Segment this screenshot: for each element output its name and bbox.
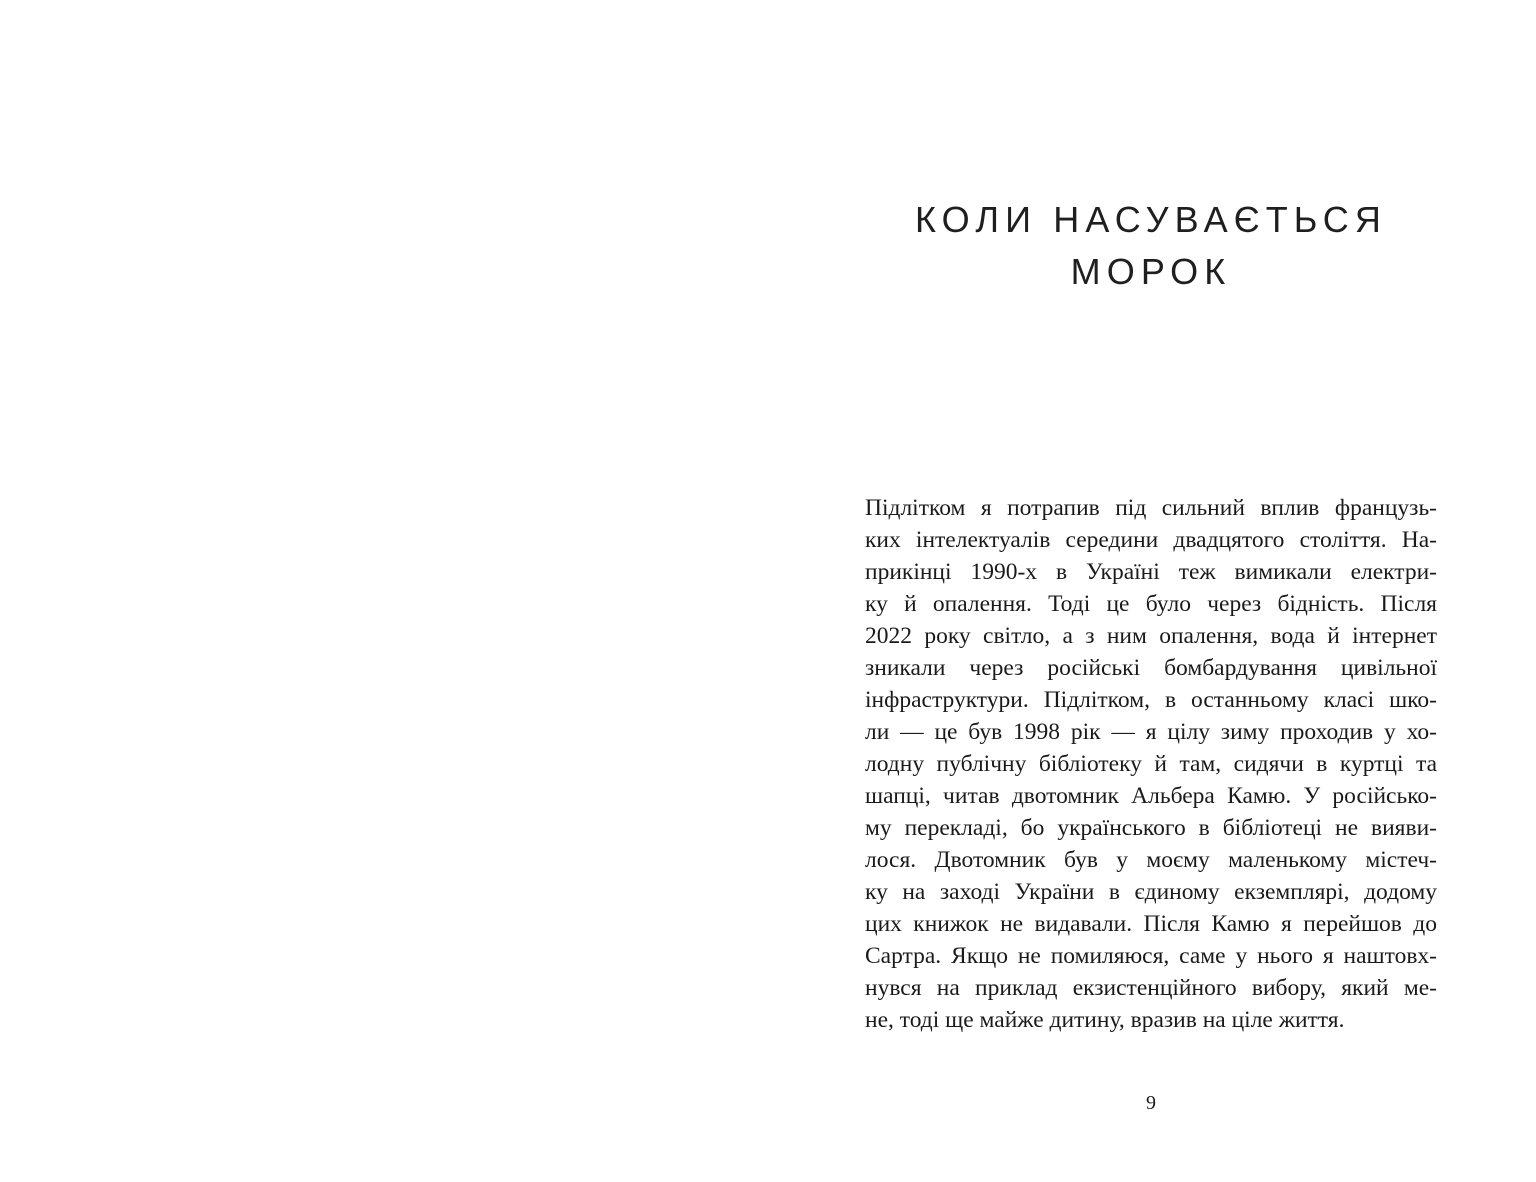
text-line: му перекладі, бо українського в бібліотеці не вияви-: [865, 815, 1437, 841]
text-line: шапці, читав двотомник Альбера Камю. У російсько-: [865, 783, 1437, 809]
text-line: цих книжок не видавали. Після Камю я перейшов до: [865, 911, 1437, 937]
chapter-title-line-2: МОРОК: [1070, 251, 1232, 292]
chapter-title-line-1: КОЛИ НАСУВАЄТЬСЯ: [915, 199, 1387, 240]
text-line: нувся на приклад екзистенційного вибору, який ме-: [865, 975, 1437, 1001]
text-line: 2022 року світло, а з ним опалення, вода й інтернет: [865, 623, 1437, 649]
text-line: інфраструктури. Підлітком, в останньому класі шко-: [865, 687, 1437, 713]
text-line: ку й опалення. Тоді це було через бідність. Після: [865, 591, 1437, 617]
text-line: зникали через російські бомбардування цивільної: [865, 655, 1437, 681]
text-line: прикінці 1990-х в Україні теж вимикали електри-: [865, 559, 1437, 585]
page-number: 9: [1146, 1092, 1156, 1114]
body-paragraph: [865, 492, 1437, 1036]
chapter-title: [865, 194, 1437, 298]
text-line: Підлітком я потрапив під сильний вплив французь-: [865, 495, 1437, 521]
text-line: ку на заході України в єдиному екземплярі, додому: [865, 879, 1437, 905]
text-line: не, тоді ще майже дитину, вразив на ціле життя.: [865, 1007, 1345, 1033]
text-line: лодну публічну бібліотеку й там, сидячи в куртці та: [865, 751, 1437, 777]
text-line: Сартра. Якщо не помиляюся, саме у нього я наштовх-: [865, 943, 1437, 969]
text-line: лося. Двотомник був у моєму маленькому містеч-: [865, 847, 1437, 873]
text-line: ких інтелектуалів середини двадцятого століття. На-: [865, 527, 1437, 553]
text-line: ли — це був 1998 рік — я цілу зиму проходив у хо-: [865, 719, 1437, 745]
